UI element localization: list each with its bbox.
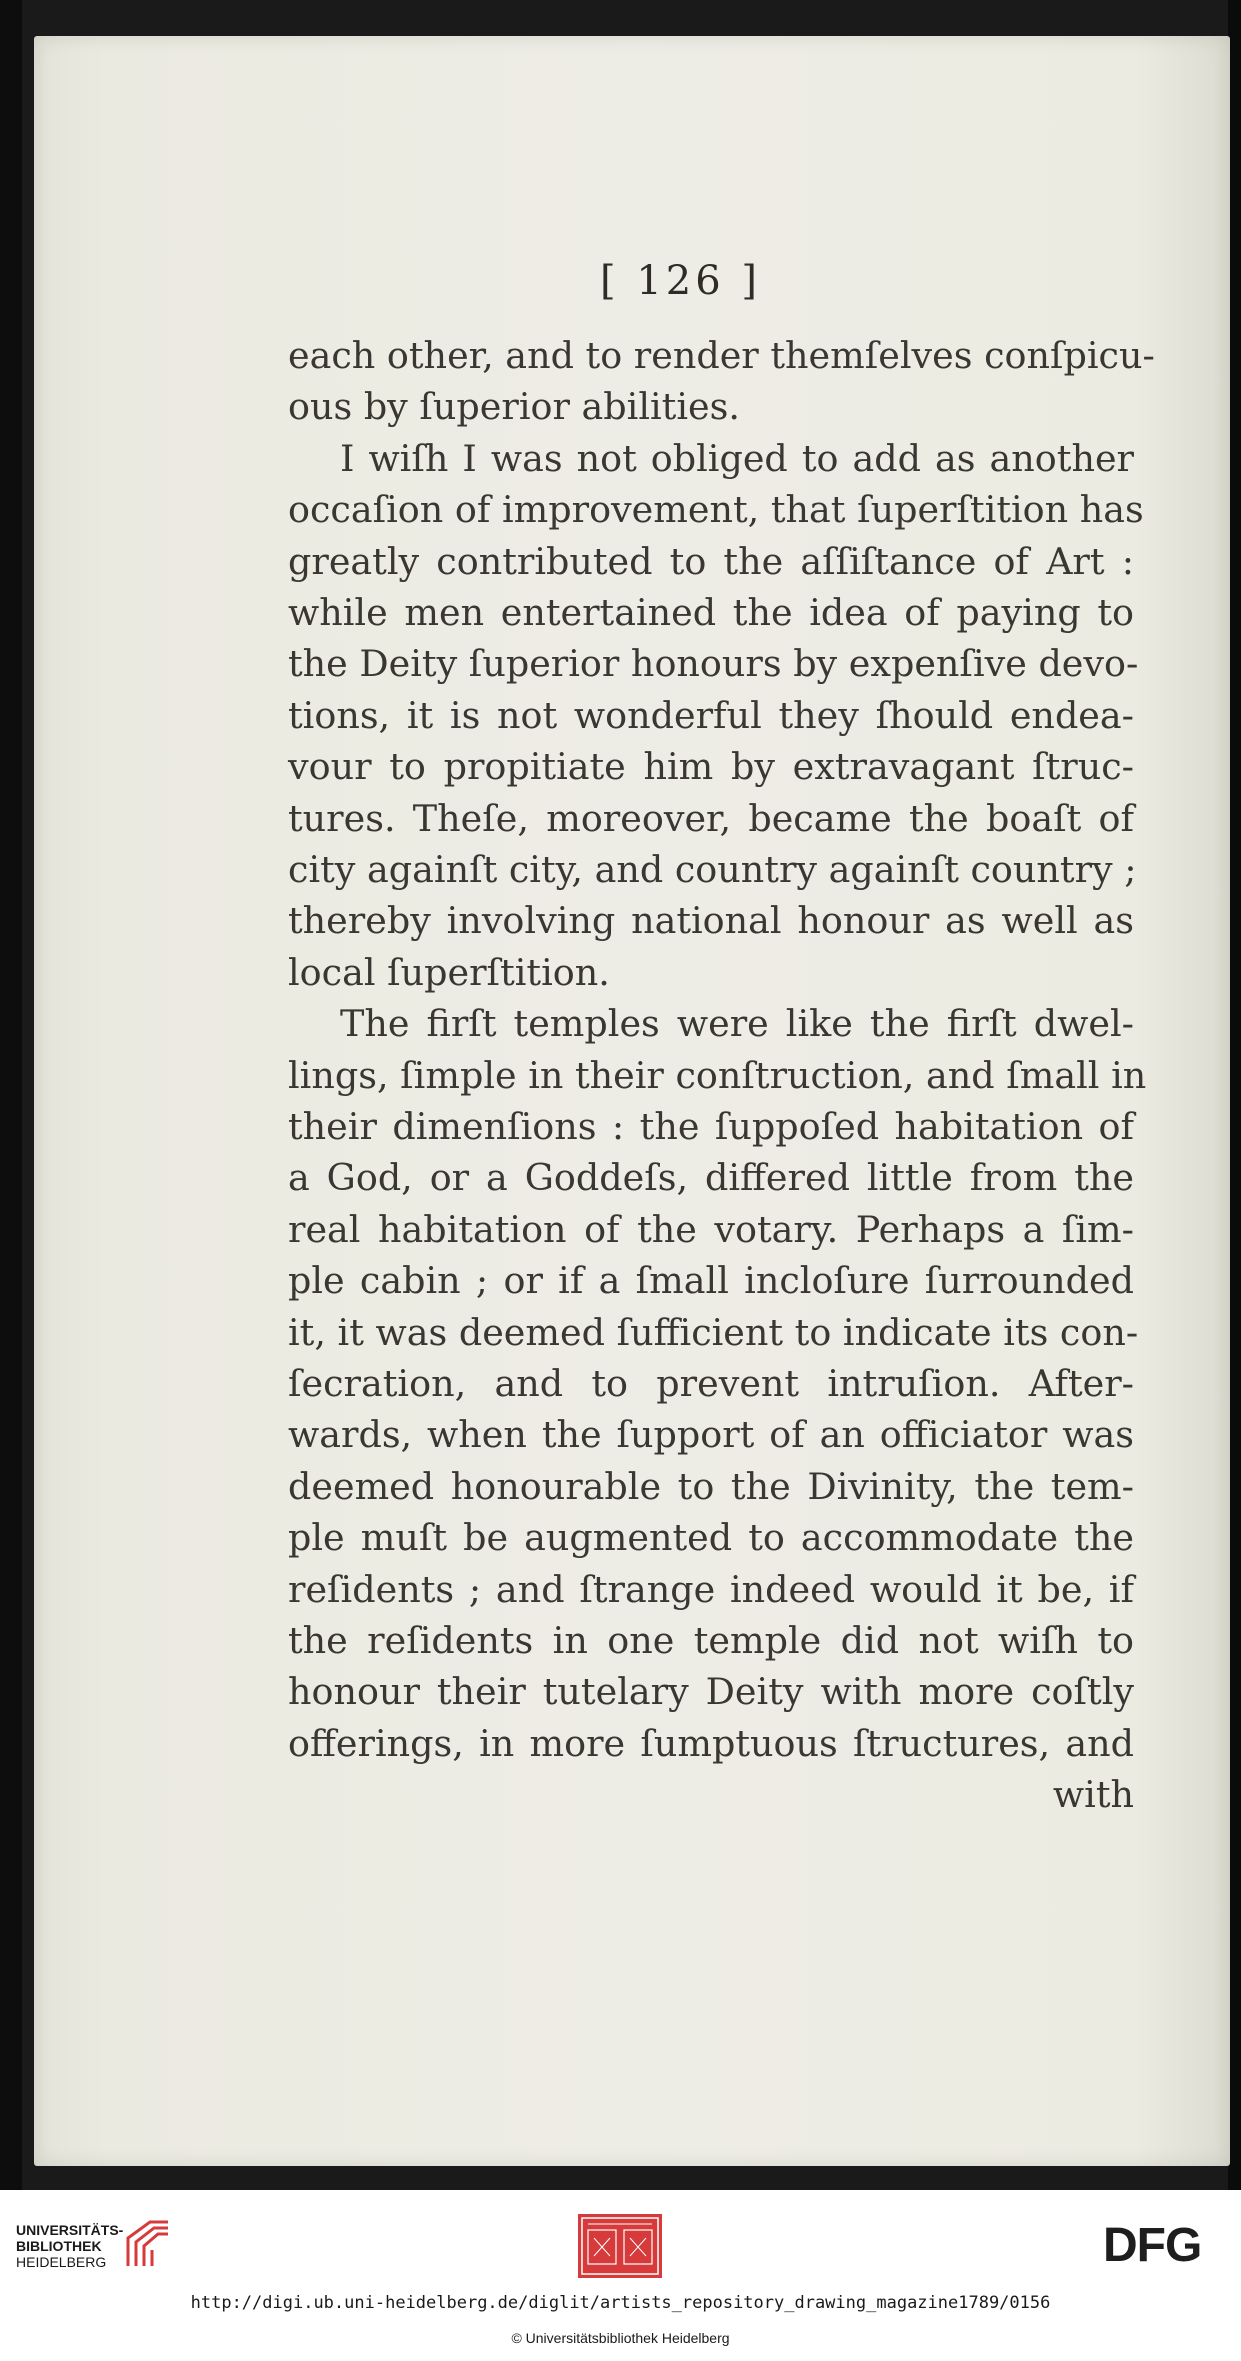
epistemic-seal-icon[interactable] bbox=[578, 2214, 662, 2278]
text-line: I wiſh I was not obliged to add as another bbox=[340, 436, 1134, 480]
permalink-url[interactable]: http://digi.ub.uni-heidelberg.de/diglit/artists_repository_drawing_magazine1789/0156 bbox=[190, 2293, 1051, 2313]
library-name-line2: BIBLIOTHEK bbox=[16, 2238, 102, 2254]
text-line: The firſt temples were like the firſt dwel- bbox=[340, 1002, 1134, 1046]
text-line: city againſt city, and country againſt country ; bbox=[288, 848, 1137, 891]
text-line: thereby involving national honour as well as bbox=[288, 899, 1134, 943]
text-line: vour to propitiate him by extravagant ſtruc- bbox=[288, 745, 1134, 789]
text-line: their dimenſions : the ſuppoſed habitation of bbox=[288, 1105, 1134, 1148]
text-line: honour their tutelary Deity with more coſtly bbox=[288, 1670, 1134, 1714]
text-line: real habitation of the votary. Perhaps a ſim- bbox=[288, 1207, 1134, 1251]
catchword: with bbox=[1052, 1773, 1134, 1817]
text-line: lings, ſimple in their conſtruction, and ſmall in bbox=[288, 1053, 1147, 1097]
text-line: offerings, in more ſumptuous ſtructures, and bbox=[288, 1721, 1134, 1765]
text-line: local ſuperſtition. bbox=[288, 950, 610, 994]
ub-heidelberg-logo-icon[interactable] bbox=[122, 2216, 172, 2272]
text-line: occaſion of improvement, that ſuperſtition has bbox=[288, 488, 1144, 532]
dfg-logo[interactable]: DFG bbox=[1103, 2219, 1202, 2272]
text-line: the reſidents in one temple did not wiſh to bbox=[288, 1619, 1134, 1662]
text-line: tures. Theſe, moreover, became the boaſt of bbox=[288, 796, 1134, 840]
copyright-notice: © Universitätsbibliothek Heidelberg bbox=[511, 2330, 730, 2346]
text-line: each other, and to render themſelves conſpicu- bbox=[288, 334, 1155, 377]
library-name-line1: UNIVERSITÄTS- bbox=[16, 2222, 124, 2238]
text-line: greatly contributed to the aſſiſtance of Art : bbox=[288, 539, 1134, 583]
text-line: ſecration, and to prevent intruſion. After- bbox=[288, 1362, 1134, 1405]
text-line: it, it was deemed ſufficient to indicate its con- bbox=[288, 1310, 1139, 1354]
text-line: ous by ſuperior abilities. bbox=[288, 385, 740, 429]
library-name-line3: HEIDELBERG bbox=[16, 2254, 107, 2270]
text-line: deemed honourable to the Divinity, the tem- bbox=[288, 1464, 1134, 1508]
text-line: tions, it is not wonderful they ſhould endea- bbox=[288, 693, 1134, 737]
text-line: while men entertained the idea of paying to bbox=[288, 591, 1134, 634]
text-line: the Deity ſuperior honours by expenſive devo- bbox=[288, 642, 1139, 686]
text-line: a God, or a Goddeſs, differed little from the bbox=[288, 1156, 1134, 1200]
page-number: [ 126 ] bbox=[600, 258, 761, 304]
text-line: wards, when the ſupport of an officiator was bbox=[288, 1413, 1134, 1457]
text-line: ple muſt be augmented to accommodate the bbox=[288, 1516, 1134, 1560]
text-line: ple cabin ; or if a ſmall incloſure ſurrounded bbox=[288, 1259, 1134, 1303]
text-line: reſidents ; and ſtrange indeed would it be, if bbox=[288, 1567, 1134, 1611]
scan-left-edge bbox=[0, 0, 22, 2190]
